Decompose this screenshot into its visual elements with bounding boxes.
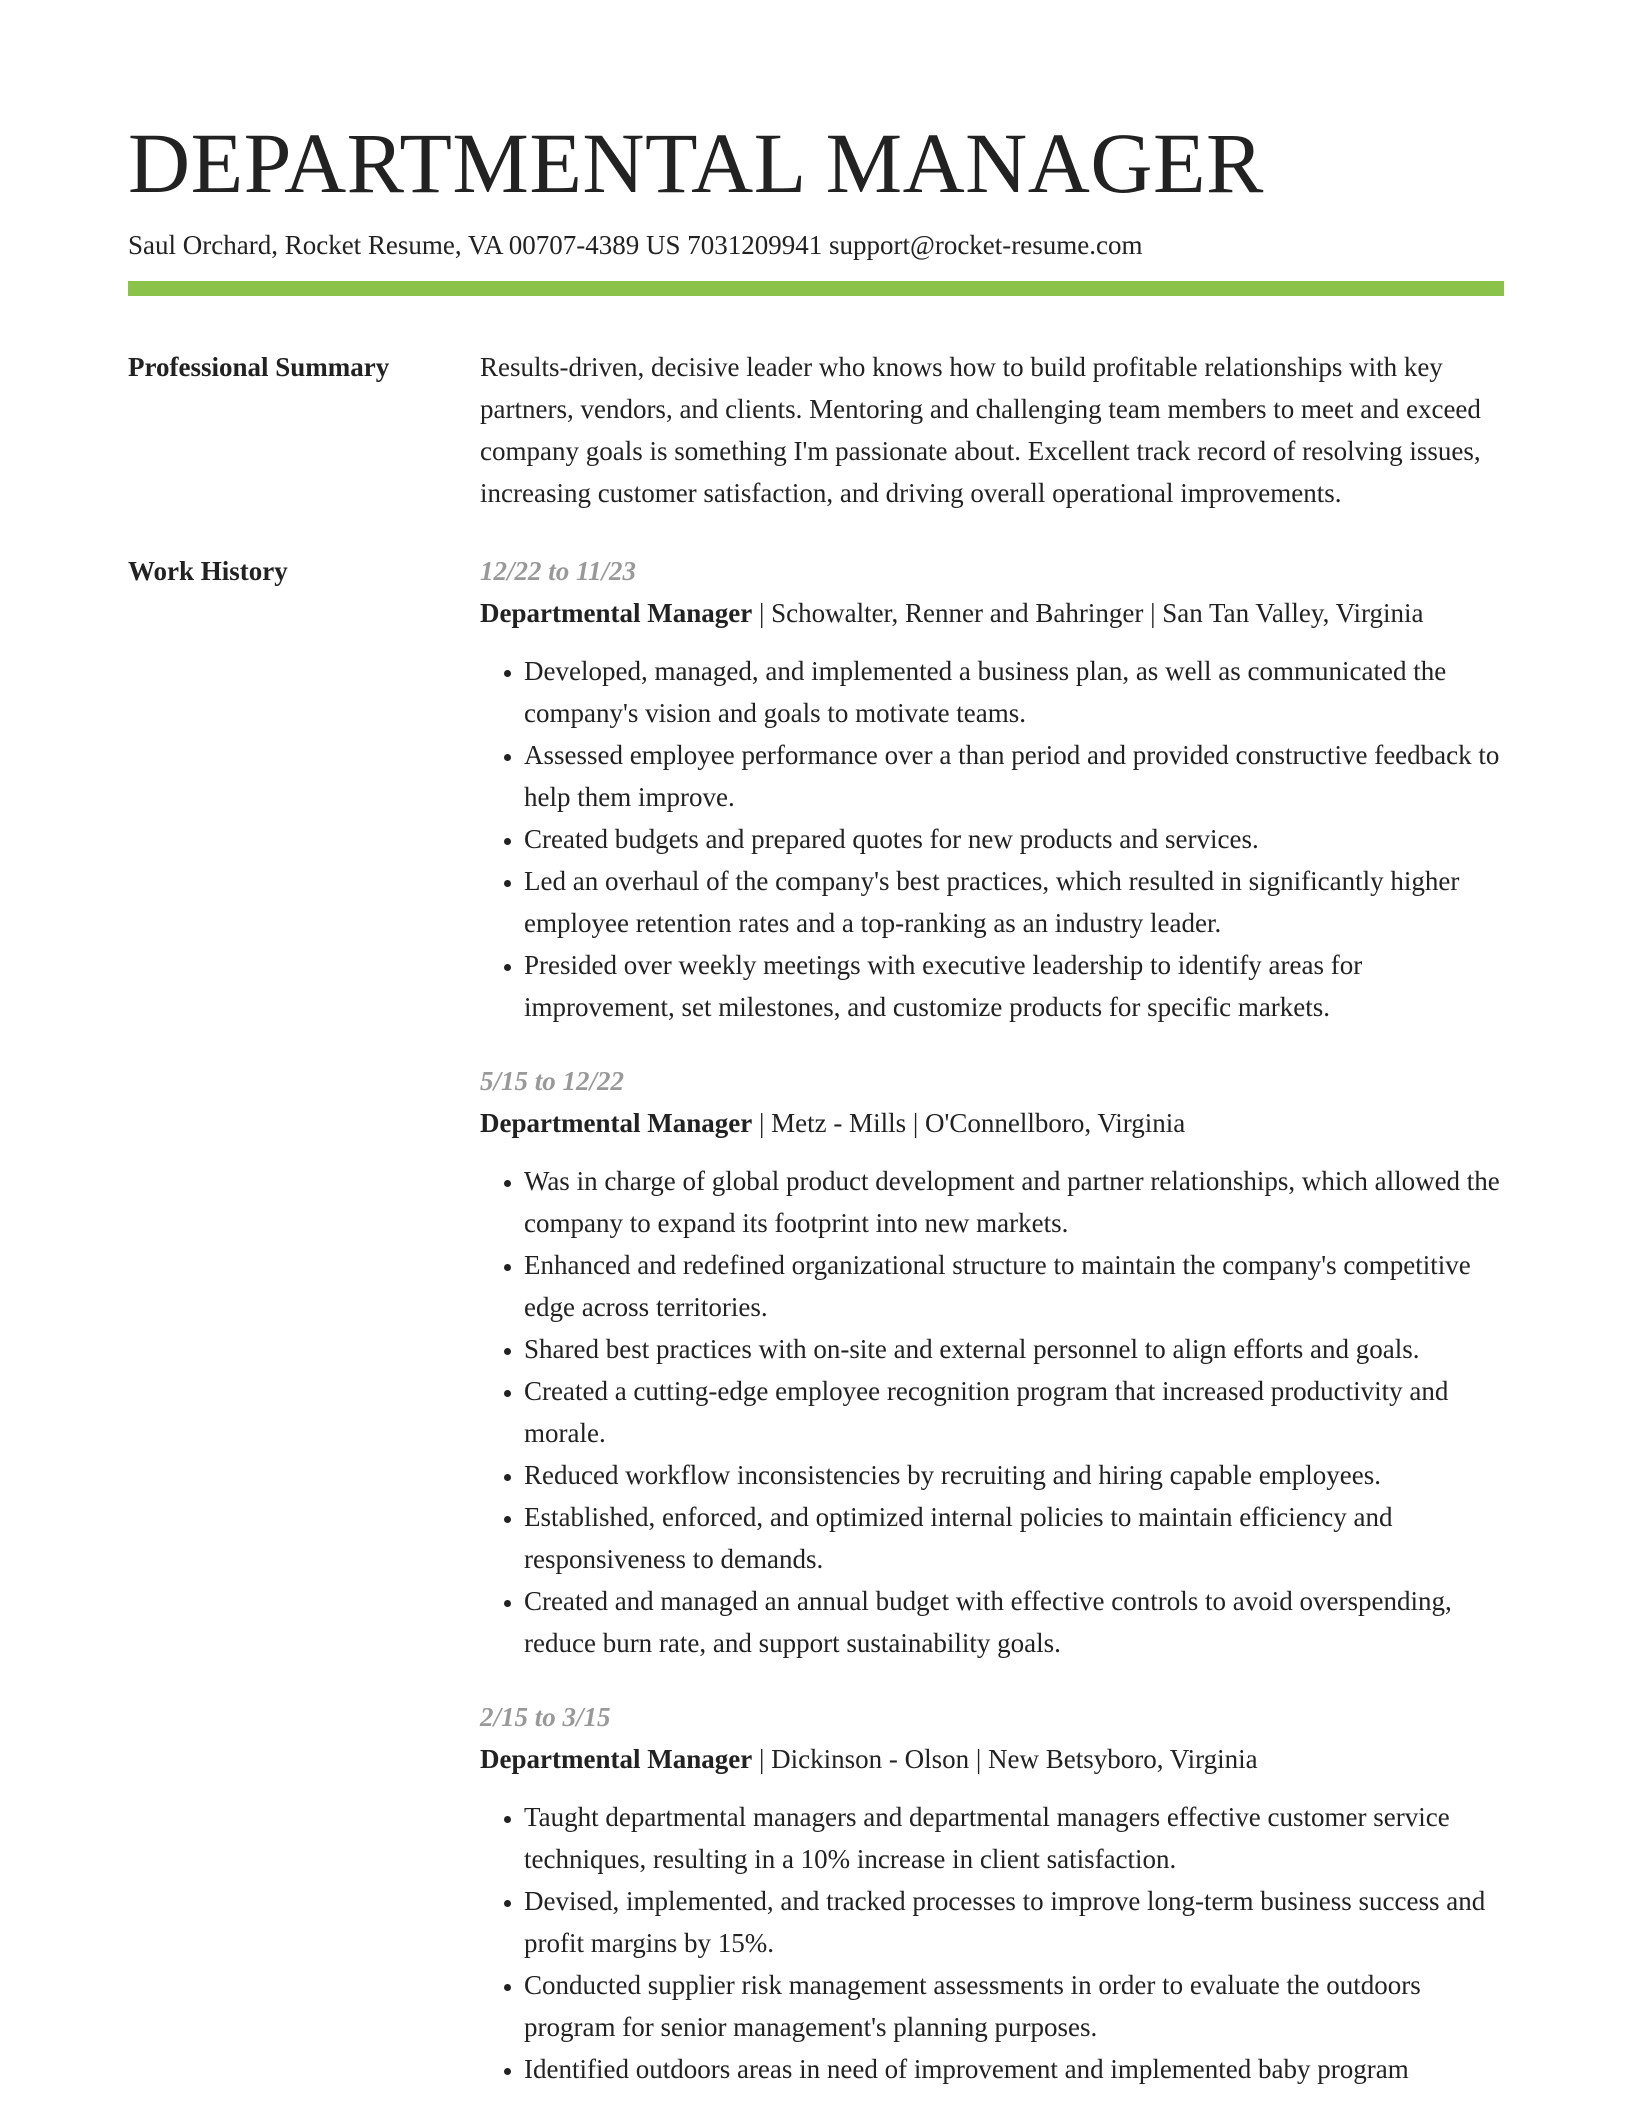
job-bullet: • Was in charge of global product development and partner relationships, which allowed the company to expand its footprint into new markets. (524, 1160, 1504, 1244)
page-title: DEPARTMENTAL MANAGER (128, 115, 1264, 211)
summary-body (480, 346, 1504, 514)
job-bullet: • Taught departmental managers and departmental managers effective customer service techniques, resulting in a 10% increase in client satisfaction. (524, 1796, 1504, 1880)
job-bullet: • Identified outdoors areas in need of improvement and implemented baby program (524, 2048, 1504, 2090)
job-bullets (480, 650, 1504, 1028)
work-history-section (128, 550, 1504, 2122)
summary-text: Results-driven, decisive leader who knows how to build profitable relationships with key partners, vendors, and clients. Mentoring and challenging team members to meet and exceed company goals is something I'm passionate about. Excellent track record of resolving issues, increasing customer satisfaction, and driving overall operational improvements. (480, 352, 1481, 509)
job-entry (480, 1060, 1504, 1664)
job-bullet: • Created a cutting-edge employee recognition program that increased productivity and morale. (524, 1370, 1504, 1454)
job-bullets (480, 1796, 1504, 2090)
job-details: | Metz - Mills | O'Connellboro, Virginia (752, 1108, 1186, 1139)
job-entry (480, 1696, 1504, 2090)
job-bullet: • Conducted supplier risk management assessments in order to evaluate the outdoors program for senior management's planning purposes. (524, 1964, 1504, 2048)
header-divider (128, 281, 1504, 296)
contact-line: Saul Orchard, Rocket Resume, VA 00707-4389 US 7031209941 support@rocket-resume.com (128, 230, 1143, 261)
job-title: Departmental Manager (480, 598, 753, 629)
job-bullet: • Established, enforced, and optimized internal policies to maintain efficiency and responsiveness to demands. (524, 1496, 1504, 1580)
job-bullet: • Created budgets and prepared quotes for new products and services. (524, 818, 1504, 860)
job-details: | Schowalter, Renner and Bahringer | San Tan Valley, Virginia (752, 598, 1424, 629)
job-title: Departmental Manager (480, 1744, 753, 1775)
job-bullets (480, 1160, 1504, 1664)
job-bullet: • Led an overhaul of the company's best practices, which resulted in significantly higher employee retention rates and a top-ranking as an industry leader. (524, 860, 1504, 944)
job-heading (480, 1738, 1504, 1780)
job-bullet: • Presided over weekly meetings with executive leadership to identify areas for improvement, set milestones, and customize products for specific markets. (524, 944, 1504, 1028)
job-entry (480, 550, 1504, 1028)
job-details: | Dickinson - Olson | New Betsyboro, Virginia (752, 1744, 1258, 1775)
job-bullet: • Reduced workflow inconsistencies by recruiting and hiring capable employees. (524, 1454, 1504, 1496)
work-history-body (480, 550, 1504, 2122)
job-bullet: • Created and managed an annual budget with effective controls to avoid overspending, reduce burn rate, and support sustainability goals. (524, 1580, 1504, 1664)
job-bullet: • Shared best practices with on-site and external personnel to align efforts and goals. (524, 1328, 1504, 1370)
job-bullet: • Assessed employee performance over a than period and provided constructive feedback to help them improve. (524, 734, 1504, 818)
job-dates: 2/15 to 3/15 (480, 1702, 611, 1733)
job-bullet: • Enhanced and redefined organizational structure to maintain the company's competitive edge across territories. (524, 1244, 1504, 1328)
professional-summary-section (128, 346, 1504, 514)
job-title: Departmental Manager (480, 1108, 753, 1139)
job-heading (480, 1102, 1504, 1144)
job-dates: 5/15 to 12/22 (480, 1066, 625, 1097)
section-label-summary: Professional Summary (128, 352, 390, 383)
job-bullet: • Developed, managed, and implemented a business plan, as well as communicated the company's vision and goals to motivate teams. (524, 650, 1504, 734)
job-bullet: • Devised, implemented, and tracked processes to improve long-term business success and profit margins by 15%. (524, 1880, 1504, 1964)
section-label-work: Work History (128, 556, 288, 587)
job-heading (480, 592, 1504, 634)
job-dates: 12/22 to 11/23 (480, 556, 637, 587)
